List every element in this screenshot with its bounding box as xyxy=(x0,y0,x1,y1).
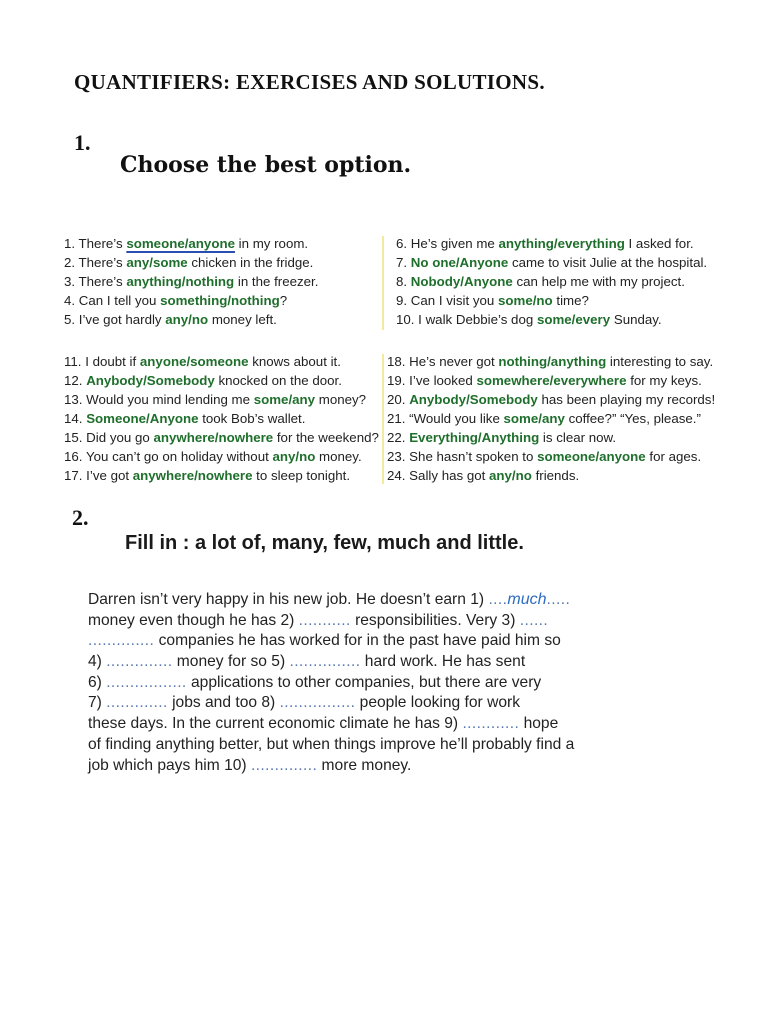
exercise-text: took Bob’s wallet. xyxy=(198,411,306,426)
blank-dots: ........... xyxy=(298,611,351,629)
exercise-item xyxy=(396,253,707,272)
exercise-options: anything/nothing xyxy=(126,274,235,289)
exercise-text: has been playing my records! xyxy=(537,392,716,407)
passage-text: more money. xyxy=(317,756,412,774)
passage-text: hard work. He has sent xyxy=(360,653,526,671)
passage-line xyxy=(88,631,688,652)
exercise-item xyxy=(387,371,715,390)
exercise-options: someone/anyone xyxy=(126,236,235,251)
exercise-text: money? xyxy=(315,392,367,407)
exercise-text: came to visit Julie at the hospital. xyxy=(508,255,708,270)
exercise-text: Sunday. xyxy=(610,312,662,327)
exercise-item xyxy=(387,466,715,485)
exercise-item xyxy=(396,310,707,329)
passage-text: these days. In the current economic climate he has 9) xyxy=(88,715,463,733)
blank-dots: ................. xyxy=(106,673,187,691)
exercise-text: is clear now. xyxy=(539,430,617,445)
passage-text: people looking for work xyxy=(355,694,521,712)
passage-line xyxy=(88,673,688,694)
blank-dots: ................ xyxy=(279,694,356,712)
exercise-text: chicken in the fridge. xyxy=(187,255,314,270)
exercise-options: anywhere/nowhere xyxy=(153,430,274,445)
exercise-item xyxy=(387,409,715,428)
exercise-item xyxy=(64,291,318,310)
exercise-item xyxy=(64,390,379,409)
exercise-options: Someone/Anyone xyxy=(86,411,199,426)
passage-text: 6) xyxy=(88,673,107,691)
exercise-item xyxy=(64,253,318,272)
fill-in-passage xyxy=(88,590,688,776)
blank-dots: .... xyxy=(488,591,508,608)
passage-text: applications to other companies, but there are very xyxy=(186,673,542,691)
exercise-options: any/some xyxy=(126,255,188,270)
exercise-options: Everything/Anything xyxy=(409,430,540,445)
exercise-item xyxy=(387,447,715,466)
blank-dots: ............. xyxy=(106,694,168,712)
passage-text: Darren isn’t very happy in his new job. He doesn’t earn 1) xyxy=(88,591,489,608)
exercise-options: any/no xyxy=(272,449,316,464)
section-1-number: 1. xyxy=(74,130,91,155)
exercise-options: nothing/anything xyxy=(498,354,607,369)
exercise-item xyxy=(64,409,379,428)
section-2-instruction: Fill in : a lot of, many, few, much and little. xyxy=(125,532,524,554)
exercise-text: in my room. xyxy=(234,236,309,251)
blank-dots: .............. xyxy=(88,632,155,650)
passage-line xyxy=(88,693,688,714)
exercise-text: 14. xyxy=(64,411,87,426)
exercise-options: No one/Anyone xyxy=(410,255,509,270)
exercise-options: someone/anyone xyxy=(537,449,646,464)
exercise-text: 23. She hasn’t spoken to xyxy=(387,449,538,464)
passage-text: 4) xyxy=(88,653,107,671)
exercise-text: 2. There’s xyxy=(64,255,127,270)
exercise-text: time? xyxy=(552,293,589,308)
exercise-text: ? xyxy=(279,293,288,308)
passage-line xyxy=(88,652,688,673)
passage-text: companies he has worked for in the past have paid him so xyxy=(154,632,561,650)
exercise-options: something/nothing xyxy=(160,293,280,308)
exercise-text: 13. Would you mind lending me xyxy=(64,392,254,407)
exercise-options: anywhere/nowhere xyxy=(132,468,253,483)
exercise-options: Anybody/Somebody xyxy=(86,373,215,388)
exercise-item xyxy=(64,371,379,390)
exercise-group-b-right xyxy=(387,352,715,485)
exercise-text: friends. xyxy=(531,468,580,483)
exercise-text: to sleep tonight. xyxy=(252,468,351,483)
exercise-item xyxy=(387,352,715,371)
passage-text: hope xyxy=(519,715,559,733)
document-title: QUANTIFIERS: EXERCISES AND SOLUTIONS. xyxy=(74,70,545,94)
exercise-options: some/no xyxy=(498,293,553,308)
exercise-options: any/no xyxy=(165,312,209,327)
exercise-item xyxy=(64,352,379,371)
exercise-item xyxy=(64,428,379,447)
passage-line xyxy=(88,735,688,756)
exercise-group-a-right xyxy=(396,234,707,329)
exercise-text: 21. “Would you like xyxy=(387,411,504,426)
exercise-text: coffee?” “Yes, please.” xyxy=(564,411,701,426)
exercise-text: I asked for. xyxy=(624,236,694,251)
section-2-number: 2. xyxy=(72,505,89,530)
exercise-text: money left. xyxy=(208,312,277,327)
exercise-item xyxy=(387,390,715,409)
blank-dots: ............ xyxy=(462,715,520,733)
exercise-item xyxy=(396,291,707,310)
exercise-text: for the weekend? xyxy=(273,430,379,445)
exercise-text: 7. xyxy=(396,255,411,270)
exercise-text: knocked on the door. xyxy=(214,373,342,388)
exercise-group-b-left xyxy=(64,352,379,485)
exercise-text: 11. I doubt if xyxy=(64,354,140,369)
passage-text: 7) xyxy=(88,694,107,712)
exercise-text: 22. xyxy=(387,430,410,445)
blank-dots: .............. xyxy=(250,756,318,774)
exercise-text: can help me with my project. xyxy=(512,274,685,289)
exercise-options: somewhere/everywhere xyxy=(476,373,627,388)
exercise-text: 10. I walk Debbie’s dog xyxy=(396,312,537,327)
exercise-text: 9. Can I visit you xyxy=(396,293,498,308)
exercise-text: money. xyxy=(315,449,362,464)
exercise-text: 24. Sally has got xyxy=(387,468,490,483)
exercise-options: anyone/someone xyxy=(139,354,249,369)
exercise-item xyxy=(387,428,715,447)
blank-dots: ............... xyxy=(289,653,361,671)
exercise-text: 18. He’s never got xyxy=(387,354,499,369)
answer-handwritten: much xyxy=(507,591,547,608)
passage-line xyxy=(88,590,688,611)
exercise-item xyxy=(64,272,318,291)
exercise-text: 16. You can’t go on holiday without xyxy=(64,449,273,464)
passage-text: of finding anything better, but when things improve he’ll probably find a xyxy=(88,735,575,753)
section-1-instruction: Choose the best option. xyxy=(120,152,412,178)
blank-dots: ..... xyxy=(546,591,571,608)
column-divider xyxy=(382,236,384,330)
exercise-options: some/any xyxy=(253,392,316,407)
blank-dots: .............. xyxy=(106,653,173,671)
column-divider xyxy=(382,354,384,484)
exercise-options: some/every xyxy=(536,312,611,327)
exercise-text: knows about it. xyxy=(248,354,341,369)
exercise-item xyxy=(64,310,318,329)
passage-text: jobs and too 8) xyxy=(167,694,280,712)
passage-line xyxy=(88,611,688,632)
exercise-item xyxy=(396,272,707,291)
exercise-text: 20. xyxy=(387,392,410,407)
exercise-text: 4. Can I tell you xyxy=(64,293,161,308)
exercise-text: 15. Did you go xyxy=(64,430,154,445)
exercise-options: Nobody/Anyone xyxy=(410,274,513,289)
exercise-text: 3. There’s xyxy=(64,274,127,289)
exercise-text: for my keys. xyxy=(626,373,702,388)
exercise-text: for ages. xyxy=(645,449,702,464)
exercise-text: 12. xyxy=(64,373,87,388)
passage-text: money even though he has 2) xyxy=(88,611,299,629)
exercise-options: anything/everything xyxy=(498,236,625,251)
exercise-item xyxy=(64,447,379,466)
exercise-group-a-left xyxy=(64,234,318,329)
exercise-text: 1. There’s xyxy=(64,236,127,251)
exercise-options: Anybody/Somebody xyxy=(409,392,538,407)
passage-line xyxy=(88,756,688,777)
exercise-item xyxy=(64,234,318,253)
blank-dots: ...... xyxy=(519,611,549,629)
exercise-item xyxy=(64,466,379,485)
exercise-options: any/no xyxy=(489,468,532,483)
passage-text: job which pays him 10) xyxy=(88,756,251,774)
exercise-options: some/any xyxy=(503,411,565,426)
exercise-text: 5. I’ve got hardly xyxy=(64,312,166,327)
exercise-text: 19. I’ve looked xyxy=(387,373,477,388)
exercise-text: in the freezer. xyxy=(234,274,319,289)
exercise-text: interesting to say. xyxy=(606,354,714,369)
passage-text: money for so 5) xyxy=(172,653,290,671)
exercise-text: 17. I’ve got xyxy=(64,468,133,483)
passage-text: responsibilities. Very 3) xyxy=(350,611,520,629)
exercise-item xyxy=(396,234,707,253)
passage-line xyxy=(88,714,688,735)
exercise-text: 6. He’s given me xyxy=(396,236,499,251)
exercise-text: 8. xyxy=(396,274,411,289)
